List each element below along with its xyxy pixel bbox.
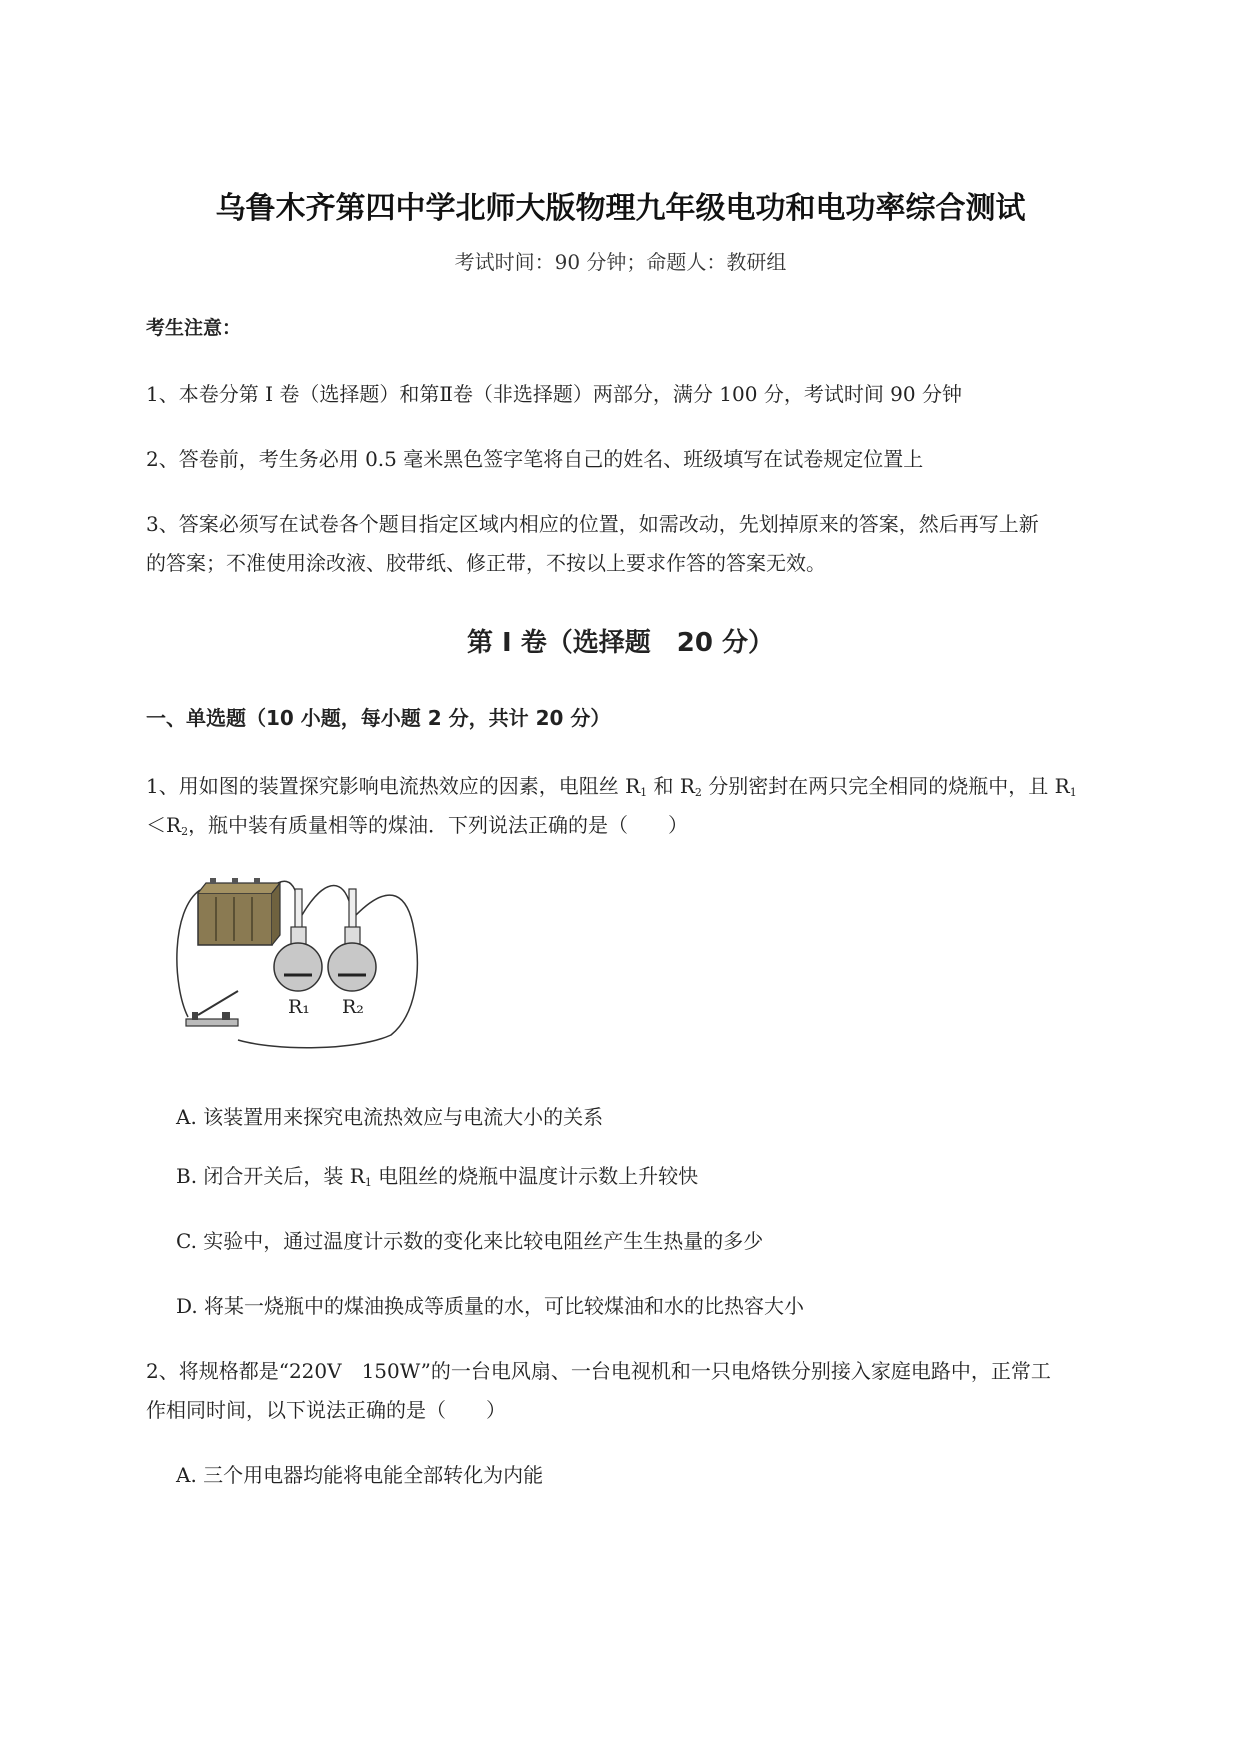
label-r2: R₂	[342, 996, 364, 1018]
q1-option-d: D. 将某一烧瓶中的煤油换成等质量的水，可比较煤油和水的比热容大小	[176, 1294, 805, 1318]
q2-stem-line1: 2、将规格都是“220V 150W”的一台电风扇、一台电视机和一只电烙铁分别接入家庭电路中，正常工	[146, 1359, 1051, 1383]
flask-r1-icon	[274, 889, 322, 991]
switch-icon	[186, 991, 238, 1026]
q2-stem-line2: 作相同时间，以下说法正确的是（ ）	[146, 1398, 506, 1422]
q1-option-b: B. 闭合开关后，装 $R_1$ 电阻丝的烧瓶中温度计示数上升较快	[176, 1164, 699, 1189]
exam-title: 乌鲁木齐第四中学北师大版物理九年级电功和电功率综合测试	[215, 191, 1026, 226]
exam-subtitle: 考试时间：90 分钟；命题人：教研组	[454, 250, 787, 274]
notice-item-1: 1、本卷分第 I 卷（选择题）和第Ⅱ卷（非选择题）两部分，满分 100 分，考试时间 90 分钟	[146, 382, 962, 406]
circuit-diagram	[176, 875, 426, 1050]
q1-stem-line2: $<R_2$，瓶中装有质量相等的煤油．下列说法正确的是（ ）	[146, 813, 689, 838]
q1-option-a: A. 该装置用来探究电流热效应与电流大小的关系	[176, 1105, 604, 1129]
q1-option-c: C. 实验中，通过温度计示数的变化来比较电阻丝产生生热量的多少	[176, 1229, 764, 1253]
battery-icon	[198, 878, 280, 945]
q1-circuit-figure	[176, 875, 426, 1054]
notice-heading: 考生注意：	[146, 317, 242, 339]
notice-item-3-cont: 的答案；不准使用涂改液、胶带纸、修正带，不按以上要求作答的答案无效。	[146, 551, 826, 575]
q1-stem-line1: 1、用如图的装置探究影响电流热效应的因素，电阻丝 $R_1$ 和 $R_2$ 分别密封在两只完全相同的烧瓶中，且 $R_1$	[146, 774, 1077, 799]
label-r1: R₁	[288, 996, 310, 1018]
section-title: 第 I 卷（选择题 20 分）	[466, 628, 774, 658]
notice-item-3: 3、答案必须写在试卷各个题目指定区域内相应的位置，如需改动，先划掉原来的答案，然后再写上新	[146, 512, 1039, 536]
part-heading: 一、单选题（10 小题，每小题 2 分，共计 20 分）	[146, 706, 611, 730]
q2-option-a: A. 三个用电器均能将电能全部转化为内能	[176, 1463, 544, 1487]
notice-item-2: 2、答卷前，考生务必用 0.5 毫米黑色签字笔将自己的姓名、班级填写在试卷规定位置上	[146, 447, 924, 471]
